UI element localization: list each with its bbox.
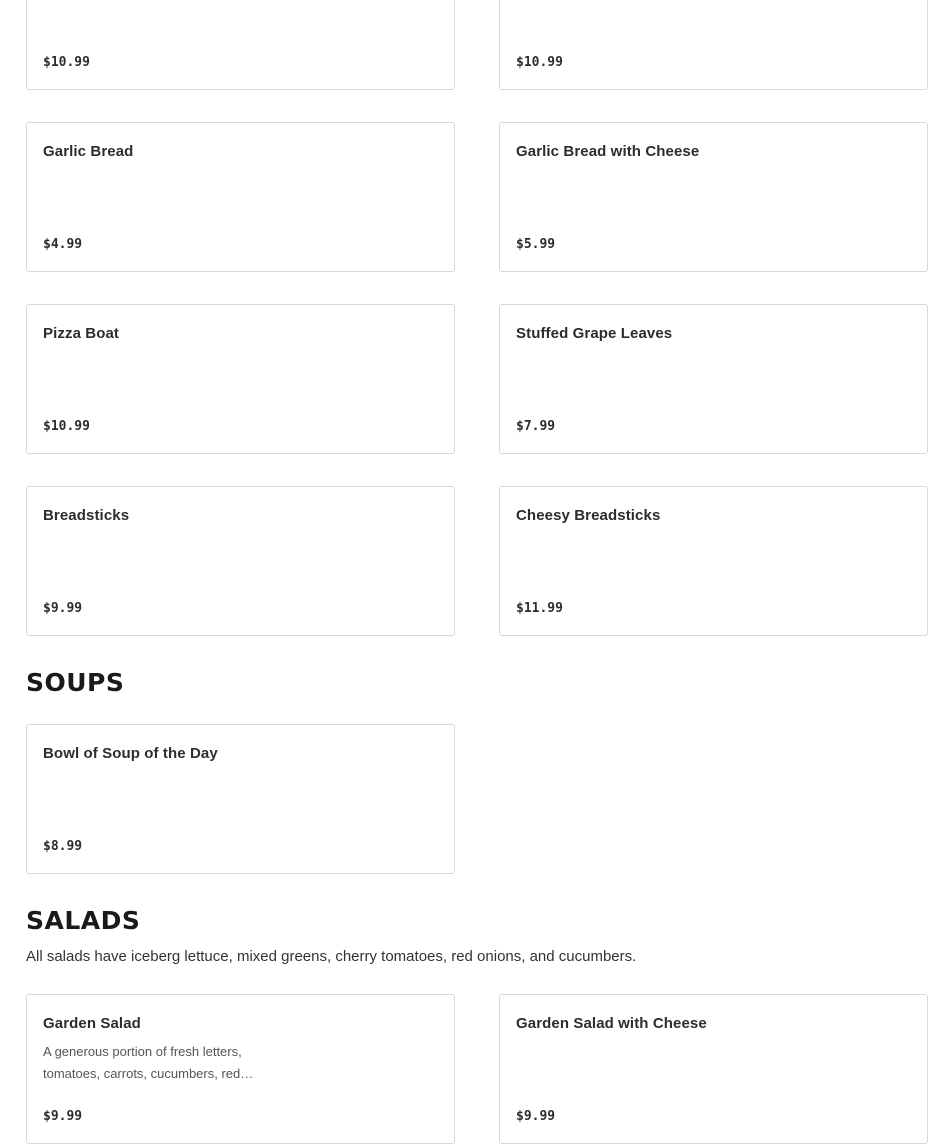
- menu-item-name: Breadsticks: [43, 507, 130, 524]
- section-title-salads: SALADS: [26, 906, 141, 935]
- section-description: All salads have iceberg lettuce, mixed greens, cherry tomatoes, red onions, and cucumbers.: [26, 948, 637, 965]
- menu-item-card[interactable]: [499, 0, 928, 90]
- menu-item-price: $9.99: [516, 1109, 556, 1124]
- menu-item-price: $4.99: [43, 237, 83, 252]
- menu-item-price: $9.99: [43, 601, 83, 616]
- menu-item-card[interactable]: [499, 486, 928, 636]
- menu-item-card[interactable]: [499, 304, 928, 454]
- menu-item-card[interactable]: [26, 0, 455, 90]
- menu-item-price: $7.99: [516, 419, 556, 434]
- menu-item-card[interactable]: [499, 122, 928, 272]
- section-title-soups: SOUPS: [26, 668, 125, 697]
- menu-item-name: Garlic Bread: [43, 143, 134, 160]
- menu-item-price: $5.99: [516, 237, 556, 252]
- menu-item-card[interactable]: [499, 994, 928, 1144]
- menu-item-name: Pizza Boat: [43, 325, 120, 342]
- menu-item-description: [43, 1041, 293, 1085]
- menu-item-card[interactable]: [26, 486, 455, 636]
- menu-item-price: $8.99: [43, 839, 83, 854]
- menu-item-description-line: tomatoes, carrots, cucumbers, red…: [43, 1066, 254, 1081]
- menu-item-price: $9.99: [43, 1109, 83, 1124]
- menu-item-price: $10.99: [43, 419, 90, 434]
- menu-item-card[interactable]: [26, 724, 455, 874]
- menu-item-name: Garden Salad: [43, 1015, 141, 1032]
- menu-item-name: Stuffed Grape Leaves: [516, 325, 673, 342]
- menu-item-price: $11.99: [516, 601, 563, 616]
- menu-item-card[interactable]: [26, 304, 455, 454]
- menu-item-name: Garlic Bread with Cheese: [516, 143, 700, 160]
- menu-item-card[interactable]: [26, 122, 455, 272]
- menu-item-description-line: A generous portion of fresh letters,: [43, 1044, 242, 1059]
- menu-item-name: Garden Salad with Cheese: [516, 1015, 707, 1032]
- menu-item-price: $10.99: [516, 55, 563, 70]
- menu-item-name: Cheesy Breadsticks: [516, 507, 661, 524]
- menu-item-price: $10.99: [43, 55, 90, 70]
- menu-item-card[interactable]: [26, 994, 455, 1144]
- menu-item-name: Bowl of Soup of the Day: [43, 745, 218, 762]
